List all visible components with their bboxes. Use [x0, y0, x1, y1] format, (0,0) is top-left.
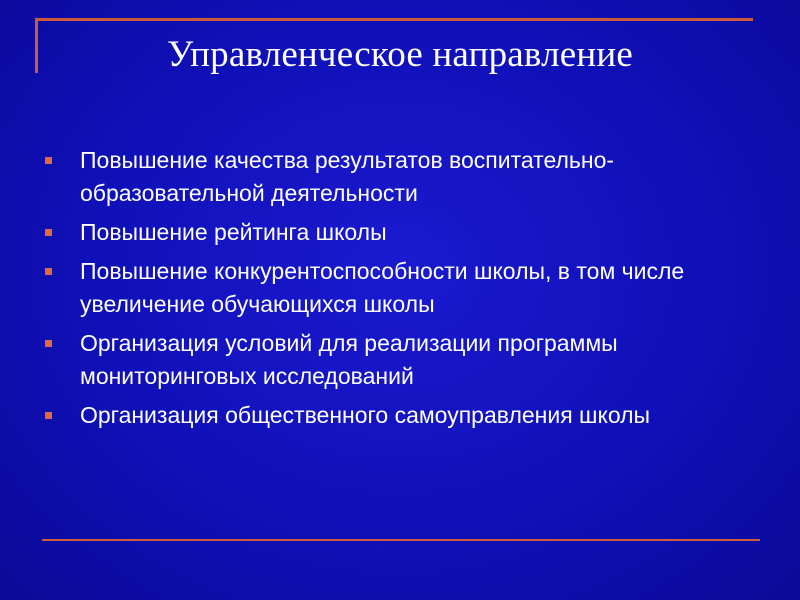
top-divider — [35, 18, 753, 21]
list-item-text: Повышение конкурентоспособности школы, в том числе увеличение обучающихся школы — [80, 258, 685, 317]
square-bullet-icon — [45, 268, 52, 275]
bottom-divider — [42, 539, 760, 541]
square-bullet-icon — [45, 340, 52, 347]
list-item — [40, 255, 760, 321]
list-item — [40, 399, 760, 432]
list-item — [40, 144, 760, 210]
list-item-text: Повышение качества результатов воспитательно-образовательной деятельности — [80, 147, 615, 206]
list-item — [40, 327, 760, 393]
list-item — [40, 216, 760, 249]
square-bullet-icon — [45, 412, 52, 419]
list-item-text: Повышение рейтинга школы — [80, 219, 387, 245]
list-item-text: Организация условий для реализации программы мониторинговых исследований — [80, 330, 618, 389]
bullet-list — [40, 144, 760, 438]
square-bullet-icon — [45, 157, 52, 164]
list-item-text: Организация общественного самоуправления школы — [80, 402, 651, 428]
slide-title: Управленческое направление — [167, 34, 633, 75]
square-bullet-icon — [45, 229, 52, 236]
